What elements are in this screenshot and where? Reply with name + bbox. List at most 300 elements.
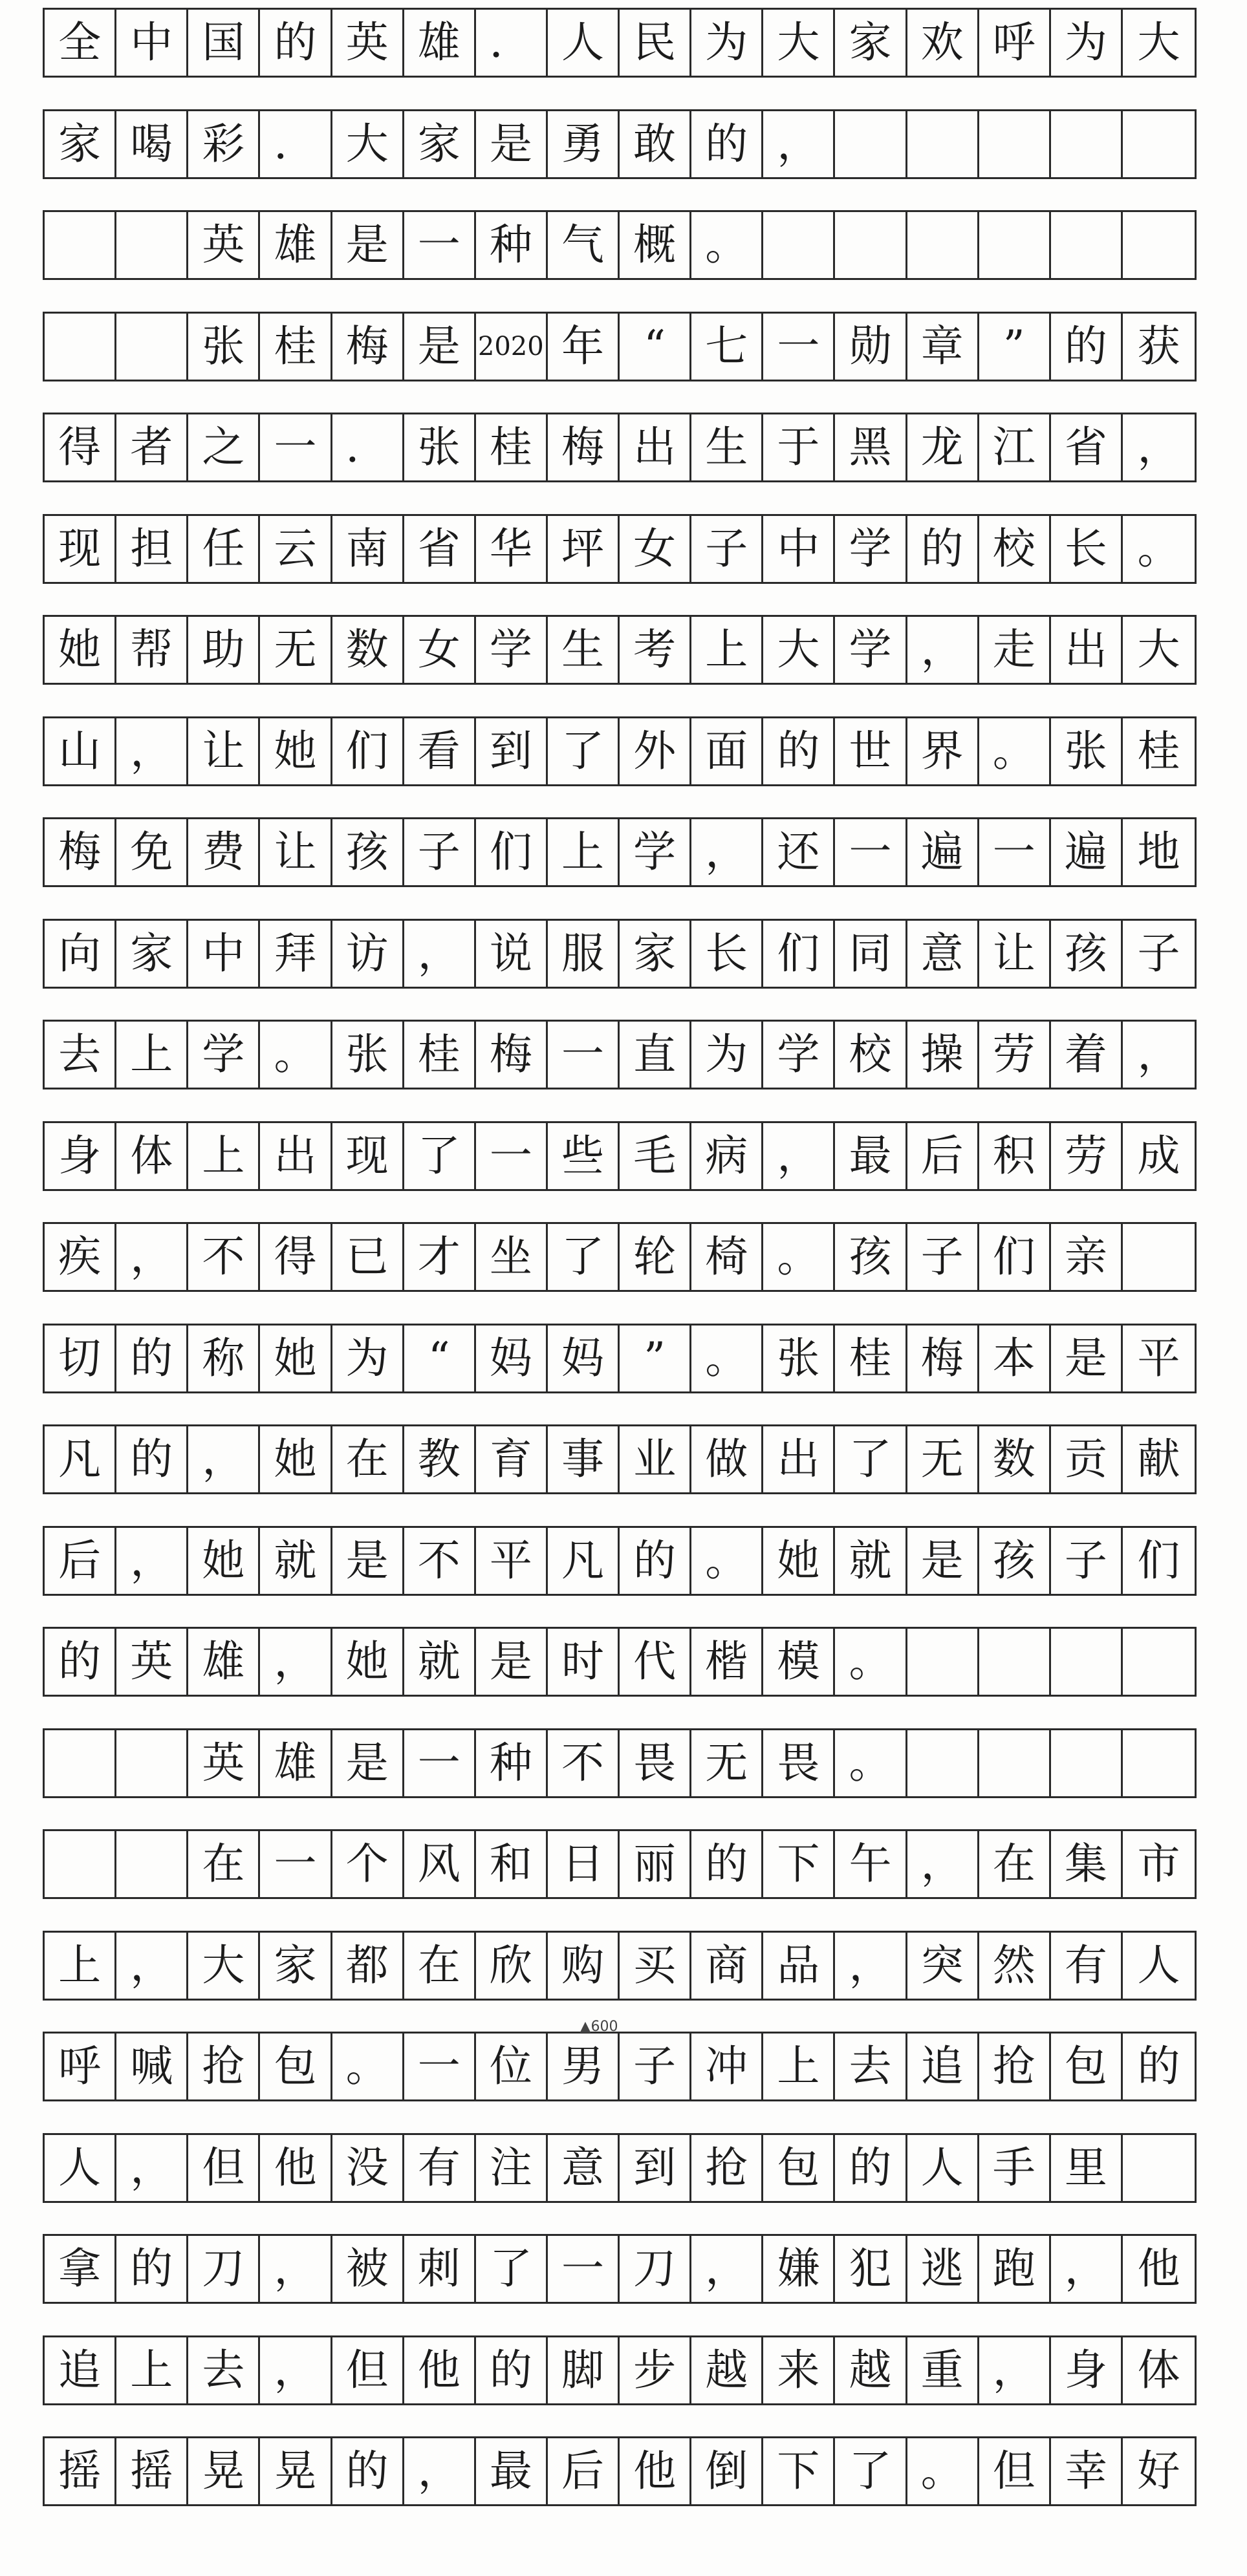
grid-cell: 女 bbox=[620, 516, 691, 582]
grid-cell: 午 bbox=[835, 1831, 907, 1897]
grid-row-13 bbox=[43, 1222, 1197, 1292]
grid-cell: 和 bbox=[476, 1831, 548, 1897]
grid-cell: 梅 bbox=[548, 414, 620, 480]
grid-cell: ， bbox=[260, 1629, 332, 1695]
grid-cell: 被 bbox=[332, 2236, 404, 2302]
grid-cell: 说 bbox=[476, 921, 548, 987]
grid-cell: 他 bbox=[1137, 2244, 1180, 2293]
grid-cell: 英 bbox=[188, 1730, 260, 1796]
grid-cell bbox=[907, 111, 979, 177]
grid-cell: ． bbox=[476, 10, 548, 76]
grid-cell bbox=[116, 314, 188, 380]
grid-cell: 她 bbox=[188, 1528, 260, 1594]
grid-cell: 孩 bbox=[835, 1224, 907, 1290]
grid-cell: 外 bbox=[620, 718, 691, 784]
grid-cell: 校 bbox=[979, 516, 1051, 582]
grid-cell: 追 bbox=[907, 2034, 979, 2099]
grid-cell: 七 bbox=[691, 314, 763, 380]
grid-cell: 一 bbox=[404, 212, 476, 278]
grid-cell: 无 bbox=[260, 617, 332, 683]
grid-cell: 操 bbox=[907, 1022, 979, 1088]
grid-cell: 家 bbox=[620, 921, 691, 987]
grid-cell: 她 bbox=[260, 1426, 332, 1492]
grid-cell: 们 bbox=[332, 718, 404, 784]
grid-cell: 然 bbox=[979, 1933, 1051, 1999]
grid-cell: 做 bbox=[691, 1426, 763, 1492]
grid-cell: 直 bbox=[620, 1022, 691, 1088]
grid-cell: 不 bbox=[404, 1528, 476, 1594]
grid-cell: 生 bbox=[691, 414, 763, 480]
grid-cell: 。 bbox=[835, 1730, 907, 1796]
grid-cell: 代 bbox=[620, 1629, 691, 1695]
grid-cell: 刺 bbox=[404, 2236, 476, 2302]
grid-cell: 一 bbox=[404, 2034, 476, 2099]
grid-cell: 学 bbox=[620, 819, 691, 885]
grid-cell bbox=[1051, 111, 1123, 177]
grid-cell: 一 bbox=[404, 1730, 476, 1796]
grid-cell: 桂 bbox=[476, 414, 548, 480]
grid-cell: 人 bbox=[1137, 1940, 1180, 1990]
grid-cell: 位 bbox=[476, 2034, 548, 2099]
grid-cell: 切 bbox=[45, 1326, 116, 1391]
grid-cell: ， bbox=[835, 1933, 907, 1999]
grid-cell: 出 bbox=[763, 1426, 835, 1492]
grid-cell: 一 bbox=[260, 1831, 332, 1897]
grid-cell: 的 bbox=[763, 718, 835, 784]
grid-cell: 不 bbox=[188, 1224, 260, 1290]
grid-cell: 雄 bbox=[260, 1730, 332, 1796]
grid-row-20 bbox=[43, 1931, 1197, 2001]
grid-cell: ， bbox=[116, 1933, 188, 1999]
grid-cell bbox=[835, 212, 907, 278]
grid-cell bbox=[907, 1629, 979, 1695]
grid-cell: 贡 bbox=[1051, 1426, 1123, 1492]
grid-cell: 桂 bbox=[260, 314, 332, 380]
grid-row-8 bbox=[43, 716, 1197, 786]
grid-cell: 个 bbox=[332, 1831, 404, 1897]
grid-cell: 献 bbox=[1137, 1434, 1180, 1484]
grid-cell: 风 bbox=[404, 1831, 476, 1897]
grid-cell: 一 bbox=[260, 414, 332, 480]
grid-cell: 子 bbox=[907, 1224, 979, 1290]
grid-cell: 上 bbox=[691, 617, 763, 683]
grid-cell: 孩 bbox=[979, 1528, 1051, 1594]
grid-cell: 。 bbox=[332, 2034, 404, 2099]
grid-cell: 雄 bbox=[404, 10, 476, 76]
grid-cell: 劳 bbox=[979, 1022, 1051, 1088]
grid-cell: 上 bbox=[188, 1123, 260, 1189]
grid-row-6 bbox=[43, 514, 1197, 584]
grid-row-1 bbox=[43, 8, 1197, 78]
grid-cell: 梅 bbox=[476, 1022, 548, 1088]
grid-cell: 。 bbox=[691, 1528, 763, 1594]
grid-cell: 面 bbox=[691, 718, 763, 784]
grid-cell bbox=[1051, 1730, 1123, 1796]
grid-cell: 事 bbox=[548, 1426, 620, 1492]
grid-cell: 呼 bbox=[979, 10, 1051, 76]
grid-cell: 出 bbox=[1051, 617, 1123, 683]
grid-cell: ” bbox=[979, 314, 1051, 380]
grid-cell: 亲 bbox=[1051, 1224, 1123, 1290]
grid-cell: 概 bbox=[620, 212, 691, 278]
grid-cell: 同 bbox=[835, 921, 907, 987]
grid-row-12 bbox=[43, 1121, 1197, 1191]
grid-cell: 后 bbox=[45, 1528, 116, 1594]
grid-cell: 但 bbox=[188, 2135, 260, 2201]
grid-cell: “ bbox=[620, 314, 691, 380]
grid-cell bbox=[979, 212, 1051, 278]
grid-cell: 子 bbox=[691, 516, 763, 582]
grid-cell: 但 bbox=[332, 2337, 404, 2403]
grid-cell: 子 bbox=[1137, 928, 1180, 978]
grid-cell: 包 bbox=[260, 2034, 332, 2099]
grid-cell: ， bbox=[763, 1123, 835, 1189]
grid-cell: 的 bbox=[691, 111, 763, 177]
grid-cell: 大 bbox=[1137, 625, 1180, 674]
grid-row-23 bbox=[43, 2234, 1197, 2304]
grid-cell: 家 bbox=[116, 921, 188, 987]
grid-cell: 敢 bbox=[620, 111, 691, 177]
grid-cell: 幸 bbox=[1051, 2438, 1123, 2504]
grid-cell: 平 bbox=[476, 1528, 548, 1594]
grid-row-14 bbox=[43, 1324, 1197, 1393]
grid-cell: 但 bbox=[979, 2438, 1051, 2504]
grid-cell: 教 bbox=[404, 1426, 476, 1492]
grid-cell: 们 bbox=[1137, 1535, 1180, 1585]
grid-cell: 注 bbox=[476, 2135, 548, 2201]
grid-cell: 一 bbox=[979, 819, 1051, 885]
grid-cell bbox=[1123, 111, 1195, 177]
grid-cell: 就 bbox=[404, 1629, 476, 1695]
grid-cell: 桂 bbox=[404, 1022, 476, 1088]
grid-cell: 喝 bbox=[116, 111, 188, 177]
grid-cell: 。 bbox=[835, 1629, 907, 1695]
grid-cell: 了 bbox=[835, 2438, 907, 2504]
grid-cell: 英 bbox=[116, 1629, 188, 1695]
grid-cell: 的 bbox=[835, 2135, 907, 2201]
grid-cell: 家 bbox=[45, 111, 116, 177]
grid-cell: 学 bbox=[476, 617, 548, 683]
grid-cell: 包 bbox=[763, 2135, 835, 2201]
grid-cell: 省 bbox=[404, 516, 476, 582]
grid-cell: 妈 bbox=[476, 1326, 548, 1391]
grid-cell: 劳 bbox=[1051, 1123, 1123, 1189]
grid-cell: 上 bbox=[763, 2034, 835, 2099]
grid-cell: 为 bbox=[691, 1022, 763, 1088]
grid-cell: 意 bbox=[907, 921, 979, 987]
grid-cell: 他 bbox=[260, 2135, 332, 2201]
grid-cell: ， bbox=[260, 2236, 332, 2302]
grid-cell: 们 bbox=[979, 1224, 1051, 1290]
grid-cell: 有 bbox=[1051, 1933, 1123, 1999]
grid-cell: 中 bbox=[188, 921, 260, 987]
grid-cell: 拜 bbox=[260, 921, 332, 987]
grid-cell: 费 bbox=[188, 819, 260, 885]
grid-cell: 学 bbox=[835, 617, 907, 683]
grid-cell: 到 bbox=[620, 2135, 691, 2201]
grid-cell: 追 bbox=[45, 2337, 116, 2403]
grid-cell: 积 bbox=[979, 1123, 1051, 1189]
grid-cell: 后 bbox=[548, 2438, 620, 2504]
grid-cell: 梅 bbox=[332, 314, 404, 380]
grid-cell: 彩 bbox=[188, 111, 260, 177]
grid-cell: 为 bbox=[691, 10, 763, 76]
grid-cell bbox=[979, 111, 1051, 177]
grid-cell: 有 bbox=[404, 2135, 476, 2201]
grid-cell: 女 bbox=[404, 617, 476, 683]
grid-cell: 坐 bbox=[476, 1224, 548, 1290]
grid-cell: 学 bbox=[188, 1022, 260, 1088]
grid-row-10 bbox=[43, 919, 1197, 989]
grid-row-25 bbox=[43, 2436, 1197, 2506]
grid-cell: 的 bbox=[691, 1831, 763, 1897]
grid-cell: 越 bbox=[835, 2337, 907, 2403]
grid-cell: 在 bbox=[404, 1933, 476, 1999]
grid-cell: 欣 bbox=[476, 1933, 548, 1999]
grid-cell bbox=[907, 212, 979, 278]
grid-cell: 身 bbox=[45, 1123, 116, 1189]
grid-cell: 让 bbox=[188, 718, 260, 784]
grid-cell: 抢 bbox=[188, 2034, 260, 2099]
grid-cell bbox=[763, 212, 835, 278]
grid-cell: 还 bbox=[763, 819, 835, 885]
grid-cell: 了 bbox=[404, 1123, 476, 1189]
grid-cell: 不 bbox=[548, 1730, 620, 1796]
grid-cell: 晃 bbox=[188, 2438, 260, 2504]
grid-cell: 大 bbox=[1137, 17, 1180, 67]
grid-row-21 bbox=[43, 2032, 1197, 2101]
grid-cell: 家 bbox=[404, 111, 476, 177]
grid-cell: 南 bbox=[332, 516, 404, 582]
grid-cell: 得 bbox=[260, 1224, 332, 1290]
grid-cell: 子 bbox=[620, 2034, 691, 2099]
grid-cell: “ bbox=[404, 1326, 476, 1391]
grid-cell: 跑 bbox=[979, 2236, 1051, 2302]
grid-cell: ， bbox=[691, 819, 763, 885]
grid-cell: 里 bbox=[1051, 2135, 1123, 2201]
grid-cell: 身 bbox=[1051, 2337, 1123, 2403]
grid-cell: 逃 bbox=[907, 2236, 979, 2302]
grid-cell: 向 bbox=[45, 921, 116, 987]
grid-cell: 江 bbox=[979, 414, 1051, 480]
grid-cell: 。 bbox=[979, 718, 1051, 784]
grid-cell: 都 bbox=[332, 1933, 404, 1999]
grid-cell: 脚 bbox=[548, 2337, 620, 2403]
grid-cell: 桂 bbox=[835, 1326, 907, 1391]
grid-cell: ， bbox=[404, 921, 476, 987]
grid-cell: 了 bbox=[548, 1224, 620, 1290]
grid-cell: 品 bbox=[763, 1933, 835, 1999]
grid-cell: 集 bbox=[1051, 1831, 1123, 1897]
grid-cell: 数 bbox=[979, 1426, 1051, 1492]
grid-cell: 世 bbox=[835, 718, 907, 784]
grid-cell: 重 bbox=[907, 2337, 979, 2403]
grid-cell: 一 bbox=[548, 2236, 620, 2302]
grid-cell: 在 bbox=[332, 1426, 404, 1492]
grid-cell: 倒 bbox=[691, 2438, 763, 2504]
grid-cell: 的 bbox=[620, 1528, 691, 1594]
grid-cell: 大 bbox=[188, 1933, 260, 1999]
grid-cell: 无 bbox=[691, 1730, 763, 1796]
grid-cell: 种 bbox=[476, 1730, 548, 1796]
grid-cell: 抢 bbox=[691, 2135, 763, 2201]
grid-cell bbox=[1123, 1629, 1195, 1695]
grid-cell: 黑 bbox=[835, 414, 907, 480]
grid-cell: 张 bbox=[1051, 718, 1123, 784]
grid-cell: 大 bbox=[332, 111, 404, 177]
grid-row-9 bbox=[43, 817, 1197, 887]
grid-cell: 。 bbox=[691, 212, 763, 278]
grid-cell: 们 bbox=[763, 921, 835, 987]
grid-cell: 些 bbox=[548, 1123, 620, 1189]
grid-cell: 助 bbox=[188, 617, 260, 683]
grid-cell bbox=[45, 1831, 116, 1897]
grid-cell: 时 bbox=[548, 1629, 620, 1695]
grid-cell bbox=[1123, 1224, 1195, 1290]
grid-cell: 中 bbox=[763, 516, 835, 582]
grid-cell: 了 bbox=[476, 2236, 548, 2302]
grid-cell: 体 bbox=[116, 1123, 188, 1189]
grid-cell: 子 bbox=[404, 819, 476, 885]
grid-cell: 坪 bbox=[548, 516, 620, 582]
grid-cell: 她 bbox=[260, 1326, 332, 1391]
grid-cell: 体 bbox=[1137, 2345, 1180, 2395]
grid-cell: 最 bbox=[835, 1123, 907, 1189]
grid-cell: 凡 bbox=[45, 1426, 116, 1492]
grid-cell: 全 bbox=[45, 10, 116, 76]
grid-cell: 平 bbox=[1137, 1333, 1180, 1383]
grid-cell: 。 bbox=[691, 1326, 763, 1391]
grid-cell: 华 bbox=[476, 516, 548, 582]
grid-cell: 任 bbox=[188, 516, 260, 582]
grid-cell bbox=[116, 1831, 188, 1897]
grid-cell: 山 bbox=[45, 718, 116, 784]
grid-cell: 家 bbox=[835, 10, 907, 76]
grid-cell: 商 bbox=[691, 1933, 763, 1999]
grid-cell: 冲 bbox=[691, 2034, 763, 2099]
grid-cell: 是 bbox=[332, 1528, 404, 1594]
grid-cell: 才 bbox=[404, 1224, 476, 1290]
grid-row-24 bbox=[43, 2335, 1197, 2405]
grid-cell: 的 bbox=[260, 10, 332, 76]
grid-cell bbox=[116, 212, 188, 278]
grid-cell: 刀 bbox=[620, 2236, 691, 2302]
grid-cell: 晃 bbox=[260, 2438, 332, 2504]
grid-cell: 步 bbox=[620, 2337, 691, 2403]
grid-cell: 男 bbox=[548, 2034, 620, 2099]
grid-cell: 去 bbox=[45, 1022, 116, 1088]
grid-cell: 手 bbox=[979, 2135, 1051, 2201]
grid-cell: ， bbox=[260, 2337, 332, 2403]
grid-row-22 bbox=[43, 2133, 1197, 2203]
grid-cell: 已 bbox=[332, 1224, 404, 1290]
grid-cell bbox=[1051, 1629, 1123, 1695]
grid-cell: 嫌 bbox=[763, 2236, 835, 2302]
grid-cell: 是 bbox=[476, 111, 548, 177]
grid-cell: 让 bbox=[979, 921, 1051, 987]
grid-cell: ． bbox=[260, 111, 332, 177]
grid-cell: ， bbox=[116, 718, 188, 784]
grid-cell: 越 bbox=[691, 2337, 763, 2403]
grid-cell: 去 bbox=[188, 2337, 260, 2403]
grid-cell: 他 bbox=[620, 2438, 691, 2504]
grid-cell: 欢 bbox=[907, 10, 979, 76]
grid-cell: 孩 bbox=[1051, 921, 1123, 987]
grid-cell: 获 bbox=[1137, 321, 1180, 371]
grid-cell: ， bbox=[188, 1426, 260, 1492]
grid-cell: 出 bbox=[260, 1123, 332, 1189]
grid-cell: 的 bbox=[116, 2236, 188, 2302]
grid-cell: 人 bbox=[45, 2135, 116, 2201]
grid-cell: 她 bbox=[260, 718, 332, 784]
grid-cell: 抢 bbox=[979, 2034, 1051, 2099]
grid-cell: ， bbox=[763, 111, 835, 177]
grid-row-17 bbox=[43, 1627, 1197, 1697]
grid-cell: 中 bbox=[116, 10, 188, 76]
grid-cell: 上 bbox=[548, 819, 620, 885]
grid-cell: 本 bbox=[979, 1326, 1051, 1391]
grid-cell: 的 bbox=[45, 1629, 116, 1695]
grid-cell: 服 bbox=[548, 921, 620, 987]
grid-cell: 楷 bbox=[691, 1629, 763, 1695]
grid-cell: ， bbox=[116, 1528, 188, 1594]
grid-cell: 称 bbox=[188, 1326, 260, 1391]
grid-cell: 来 bbox=[763, 2337, 835, 2403]
grid-row-19 bbox=[43, 1829, 1197, 1899]
grid-cell: 出 bbox=[620, 414, 691, 480]
grid-cell: 人 bbox=[548, 10, 620, 76]
grid-cell: 是 bbox=[1051, 1326, 1123, 1391]
grid-cell: 梅 bbox=[45, 819, 116, 885]
word-count-marker: ▲600 bbox=[580, 2019, 618, 2035]
grid-cell: 意 bbox=[548, 2135, 620, 2201]
grid-cell: ， bbox=[979, 2337, 1051, 2403]
grid-cell: 孩 bbox=[332, 819, 404, 885]
grid-cell: ， bbox=[691, 2236, 763, 2302]
grid-cell: 的 bbox=[907, 516, 979, 582]
grid-cell: 下 bbox=[763, 1831, 835, 1897]
grid-cell: 购 bbox=[548, 1933, 620, 1999]
grid-row-4 bbox=[43, 312, 1197, 381]
grid-cell: ， bbox=[1137, 422, 1180, 472]
grid-cell: 英 bbox=[188, 212, 260, 278]
grid-cell: 上 bbox=[116, 2337, 188, 2403]
grid-cell: 勇 bbox=[548, 111, 620, 177]
grid-cell: 他 bbox=[404, 2337, 476, 2403]
grid-cell: 。 bbox=[1137, 523, 1180, 574]
grid-cell: 的 bbox=[476, 2337, 548, 2403]
grid-cell: 着 bbox=[1051, 1022, 1123, 1088]
grid-cell: ， bbox=[116, 2135, 188, 2201]
grid-cell bbox=[835, 111, 907, 177]
grid-cell: 帮 bbox=[116, 617, 188, 683]
grid-cell: 成 bbox=[1137, 1130, 1180, 1181]
grid-cell: 子 bbox=[1051, 1528, 1123, 1594]
grid-cell: 于 bbox=[763, 414, 835, 480]
grid-row-18 bbox=[43, 1728, 1197, 1798]
grid-cell bbox=[1123, 2135, 1195, 2201]
grid-cell: ． bbox=[332, 414, 404, 480]
grid-cell: 凡 bbox=[548, 1528, 620, 1594]
grid-cell: ， bbox=[1051, 2236, 1123, 2302]
grid-cell: 云 bbox=[260, 516, 332, 582]
grid-cell: 梅 bbox=[907, 1326, 979, 1391]
grid-cell: 的 bbox=[332, 2438, 404, 2504]
grid-cell: 学 bbox=[835, 516, 907, 582]
grid-cell: 年 bbox=[548, 314, 620, 380]
grid-cell: 没 bbox=[332, 2135, 404, 2201]
grid-cell: 免 bbox=[116, 819, 188, 885]
